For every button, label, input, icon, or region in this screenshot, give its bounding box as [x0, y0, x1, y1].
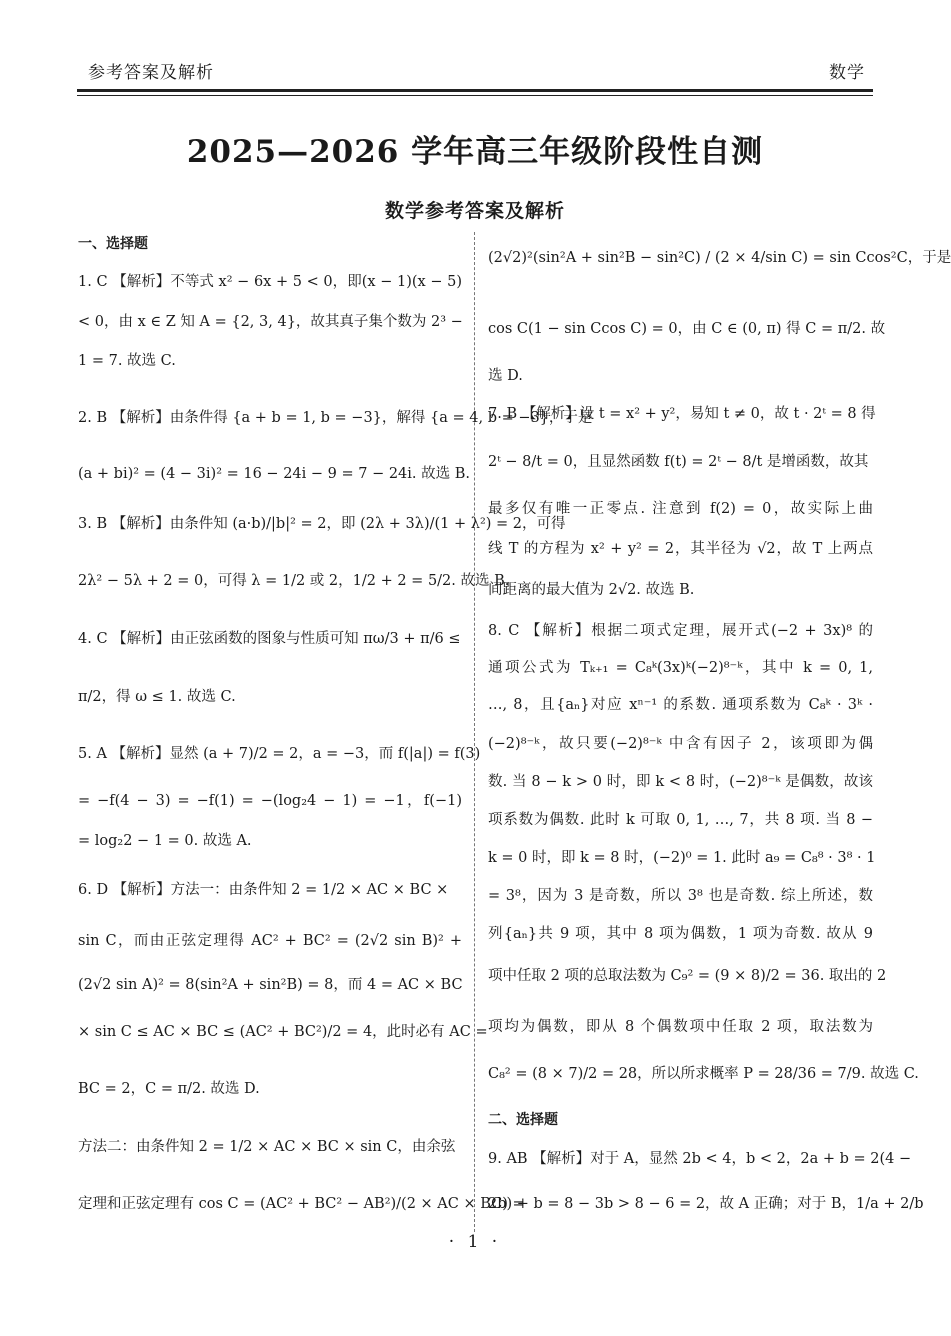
page-title: 2025—2026 学年高三年级阶段性自测 [186, 134, 764, 170]
column-divider [474, 232, 475, 1232]
answer-line: 1. C 【解析】不等式 x² − 6x + 5 < 0，即(x − 1)(x − 5) [78, 274, 462, 290]
answer-line: 项系数为偶数. 此时 k 可取 0, 1, …, 7，共 8 项. 当 8 − [488, 812, 873, 828]
answer-line: 6. D 【解析】方法一：由条件知 2 = 1/2 × AC × BC × [78, 882, 449, 898]
answer-line: 数. 当 8 − k > 0 时，即 k < 8 时，(−2)⁸⁻ᵏ 是偶数，故该 [488, 774, 873, 790]
answer-line: = −f(4 − 3) = −f(1) = −(log₂4 − 1) = −1，f(−1) [78, 793, 462, 809]
answer-line: 8. C 【解析】根据二项式定理，展开式(−2 + 3x)⁸ 的 [488, 623, 873, 639]
answer-line: (2√2 sin A)² = 8(sin²A + sin²B) = 8，而 4 = AC × BC [78, 977, 463, 993]
answer-line: (a + bi)² = (4 − 3i)² = 16 − 24i − 9 = 7 − 24i. 故选 B. [78, 466, 471, 482]
answer-line: 2λ² − 5λ + 2 = 0，可得 λ = 1/2 或 2，1/2 + 2 = 5/2. 故选 B. [78, 573, 510, 589]
answer-line: 1 = 7. 故选 C. [78, 353, 176, 369]
header-rule-thin [77, 95, 873, 96]
answer-line: 最多仅有唯一正零点. 注意到 f(2) = 0，故实际上曲 [488, 501, 873, 517]
answer-line: k = 0 时，即 k = 8 时，(−2)⁰ = 1. 此时 a₉ = C₈⁸ · 3⁸ · 1 [488, 850, 876, 866]
header-rule-thick [77, 89, 873, 92]
answer-line: 间距离的最大值为 2√2. 故选 B. [488, 582, 695, 598]
answer-line: sin C，而由正弦定理得 AC² + BC² = (2√2 sin B)² + [78, 933, 462, 949]
answer-line: < 0，由 x ∈ Z 知 A = {2, 3, 4}，故其真子集个数为 2³ − [78, 314, 463, 330]
answer-line: 通项公式为 Tₖ₊₁ = C₈ᵏ(3x)ᵏ(−2)⁸⁻ᵏ，其中 k = 0, 1, [488, 660, 873, 676]
answer-line: 方法二：由条件知 2 = 1/2 × AC × BC × sin C，由余弦 [78, 1139, 456, 1155]
header-subject-label: 数学 [829, 63, 865, 83]
page-number: · 1 · [448, 1232, 502, 1252]
answer-line: 2ᵗ − 8/t = 0，且显然函数 f(t) = 2ᵗ − 8/t 是增函数，故其 [488, 454, 869, 470]
answer-line: × sin C ≤ AC × BC ≤ (AC² + BC²)/2 = 4，此时必有 AC = [78, 1024, 488, 1040]
answer-line: = log₂2 − 1 = 0. 故选 A. [78, 833, 252, 849]
answer-line: (−2)⁸⁻ᵏ，故只要(−2)⁸⁻ᵏ 中含有因子 2，该项即为偶 [488, 736, 873, 752]
answer-line: 项中任取 2 项的总取法数为 C₉² = (9 × 8)/2 = 36. 取出的 2 [488, 968, 887, 984]
answer-line: C₈² = (8 × 7)/2 = 28，所以所求概率 P = 28/36 = 7/9. 故选 C. [488, 1066, 919, 1082]
answer-line: 选 D. [488, 368, 523, 384]
answer-line: 5. A 【解析】显然 (a + 7)/2 = 2，a = −3，而 f(|a|) = f(3) [78, 746, 481, 762]
answer-line: (2√2)²(sin²A + sin²B − sin²C) / (2 × 4/sin C) = sin Ccos²C，于是 [488, 250, 951, 266]
answer-line: 2. B 【解析】由条件得 {a + b = 1, b = −3}，解得 {a = 4, b = −3}，于是 [78, 410, 593, 426]
section-heading: 二、选择题 [488, 1112, 558, 1128]
answer-line: = 3⁸，因为 3 是奇数，所以 3⁸ 也是奇数. 综上所述，数 [488, 888, 873, 904]
section-heading: 一、选择题 [78, 236, 148, 252]
answer-line: 列{aₙ}共 9 项，其中 8 项为偶数，1 项为奇数. 故从 9 [488, 926, 873, 942]
answer-line: 7. B 【解析】设 t = x² + y²，易知 t ≠ 0，故 t · 2ᵗ = 8 得 [488, 406, 876, 422]
answer-line: 线 T 的方程为 x² + y² = 2，其半径为 √2，故 T 上两点 [488, 541, 873, 557]
answer-line: 项均为偶数，即从 8 个偶数项中任取 2 项，取法数为 [488, 1019, 873, 1035]
page-subtitle: 数学参考答案及解析 [384, 200, 565, 222]
answer-line: π/2，得 ω ≤ 1. 故选 C. [78, 689, 236, 705]
answer-line: cos C(1 − sin Ccos C) = 0，由 C ∈ (0, π) 得 C = π/2. 故 [488, 321, 886, 337]
answer-line: BC = 2，C = π/2. 故选 D. [78, 1081, 260, 1097]
answer-line: 9. AB 【解析】对于 A，显然 2b < 4，b < 2，2a + b = 2(4 − [488, 1151, 912, 1167]
answer-line: …, 8，且{aₙ}对应 xⁿ⁻¹ 的系数. 通项系数为 C₈ᵏ · 3ᵏ · [488, 697, 873, 713]
header-left-label: 参考答案及解析 [88, 63, 214, 83]
answer-line: 3. B 【解析】由条件知 (a·b)/|b|² = 2，即 (2λ + 3λ)/(1 + λ²) = 2，可得 [78, 516, 566, 532]
answer-line: 定理和正弦定理有 cos C = (AC² + BC² − AB²)/(2 × AC × BC) = [78, 1196, 525, 1212]
answer-line: 4. C 【解析】由正弦函数的图象与性质可知 πω/3 + π/6 ≤ [78, 631, 461, 647]
answer-line: 2b) + b = 8 − 3b > 8 − 6 = 2，故 A 正确；对于 B，1/a + 2/b [488, 1196, 924, 1212]
